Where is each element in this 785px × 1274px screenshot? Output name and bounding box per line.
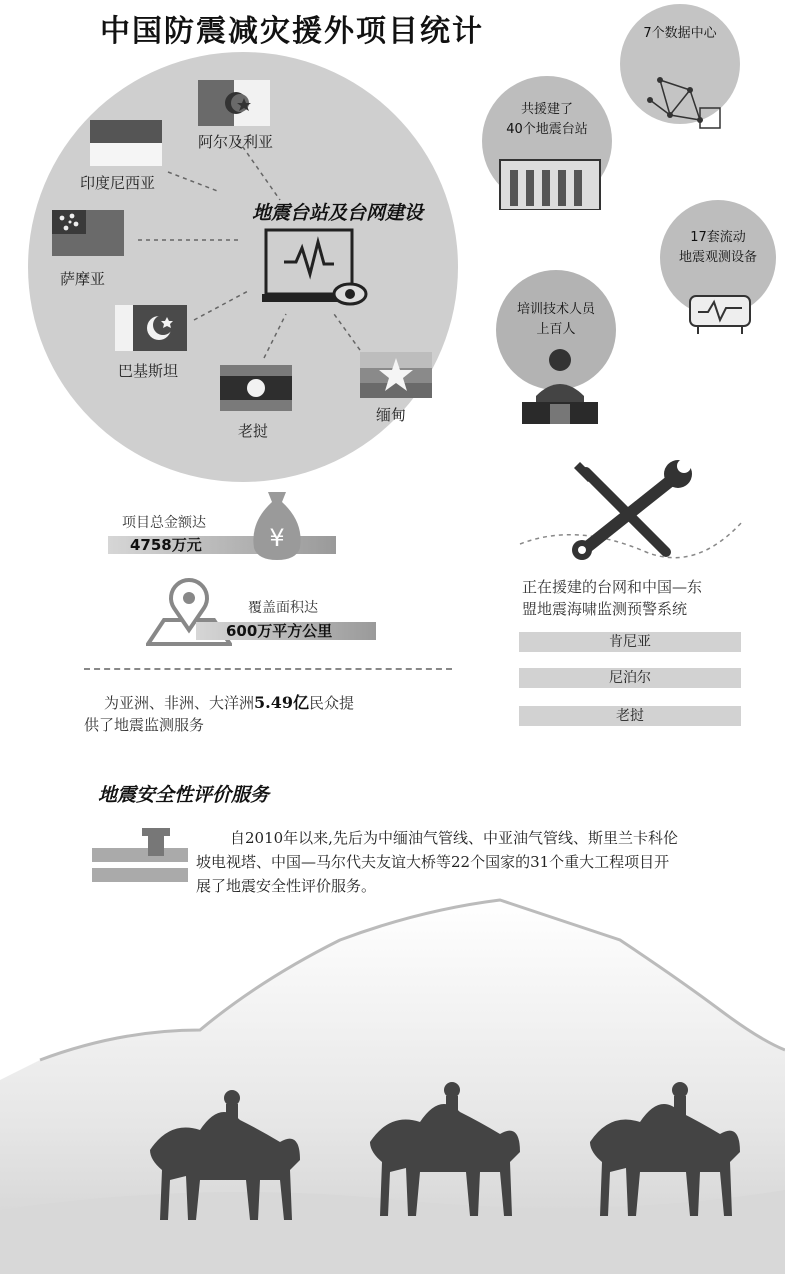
monitor-eye-icon xyxy=(262,228,370,308)
safety-line-2: 坡电视塔、中国—马尔代夫友谊大桥等22个国家的31个重大工程项目开 xyxy=(196,853,670,871)
safety-heading: 地震安全性评价服务 xyxy=(98,784,270,806)
population-text-c: 供了地震监测服务 xyxy=(84,716,205,734)
money-bag-icon xyxy=(246,488,308,562)
total-amount-value: 4758万元 xyxy=(130,536,202,554)
flag-algeria xyxy=(198,80,270,126)
network-heading: 地震台站及台网建设 xyxy=(252,202,424,224)
country-label: 老挝 xyxy=(238,422,269,440)
flag-laos xyxy=(220,365,292,411)
flag-samoa xyxy=(52,210,124,256)
svg-text:¥: ¥ xyxy=(269,524,285,552)
camel-caravan-icon xyxy=(0,880,785,1274)
country-label: 萨摩亚 xyxy=(60,270,106,288)
presenter-icon xyxy=(518,344,602,426)
flag-myanmar xyxy=(360,352,432,398)
flag-pakistan xyxy=(115,305,187,351)
ongoing-line-2: 盟地震海啸监测预警系统 xyxy=(522,600,688,618)
area-label: 覆盖面积达 xyxy=(248,600,318,616)
training-text-1: 培训技术人员 xyxy=(516,302,595,317)
stations-text-2: 40个地震台站 xyxy=(506,122,588,137)
population-text xyxy=(104,690,354,713)
network-nodes-icon xyxy=(640,70,730,140)
country-label: 巴基斯坦 xyxy=(118,362,179,380)
total-amount-label: 项目总金额达 xyxy=(122,515,206,531)
pipeline-icon xyxy=(92,828,192,888)
population-text-a: 为亚洲、非洲、大洋洲 xyxy=(104,694,255,712)
building-icon xyxy=(496,150,606,210)
ongoing-country: 尼泊尔 xyxy=(519,668,741,688)
ongoing-line-1: 正在援建的台网和中国—东 xyxy=(522,578,703,596)
ongoing-country: 老挝 xyxy=(519,706,741,726)
ongoing-country: 肯尼亚 xyxy=(519,632,741,652)
population-value: 5.49亿 xyxy=(254,693,309,712)
country-label: 阿尔及利亚 xyxy=(198,133,274,151)
mobile-text-2: 地震观测设备 xyxy=(678,250,757,265)
country-label: 印度尼西亚 xyxy=(80,174,156,192)
stations-text-1: 共援建了 xyxy=(520,102,573,117)
divider-dashed xyxy=(84,668,452,670)
training-text-2: 上百人 xyxy=(536,322,576,337)
safety-line-1: 自2010年以来,先后为中缅油气管线、中亚油气管线、斯里兰卡科伦 xyxy=(230,829,678,847)
wrench-screwdriver-icon xyxy=(516,452,746,562)
country-label: 缅甸 xyxy=(376,406,407,424)
population-text-b: 民众提 xyxy=(309,694,355,712)
mobile-text-1: 17套流动 xyxy=(690,230,746,245)
data-center-text: 7个数据中心 xyxy=(643,26,717,41)
safety-line-3: 展了地震安全性评价服务。 xyxy=(196,877,377,895)
flag-indonesia xyxy=(90,120,162,166)
seismometer-icon xyxy=(686,286,754,336)
area-value: 600万平方公里 xyxy=(226,622,333,640)
page-title: 中国防震减灾援外项目统计 xyxy=(100,14,484,49)
